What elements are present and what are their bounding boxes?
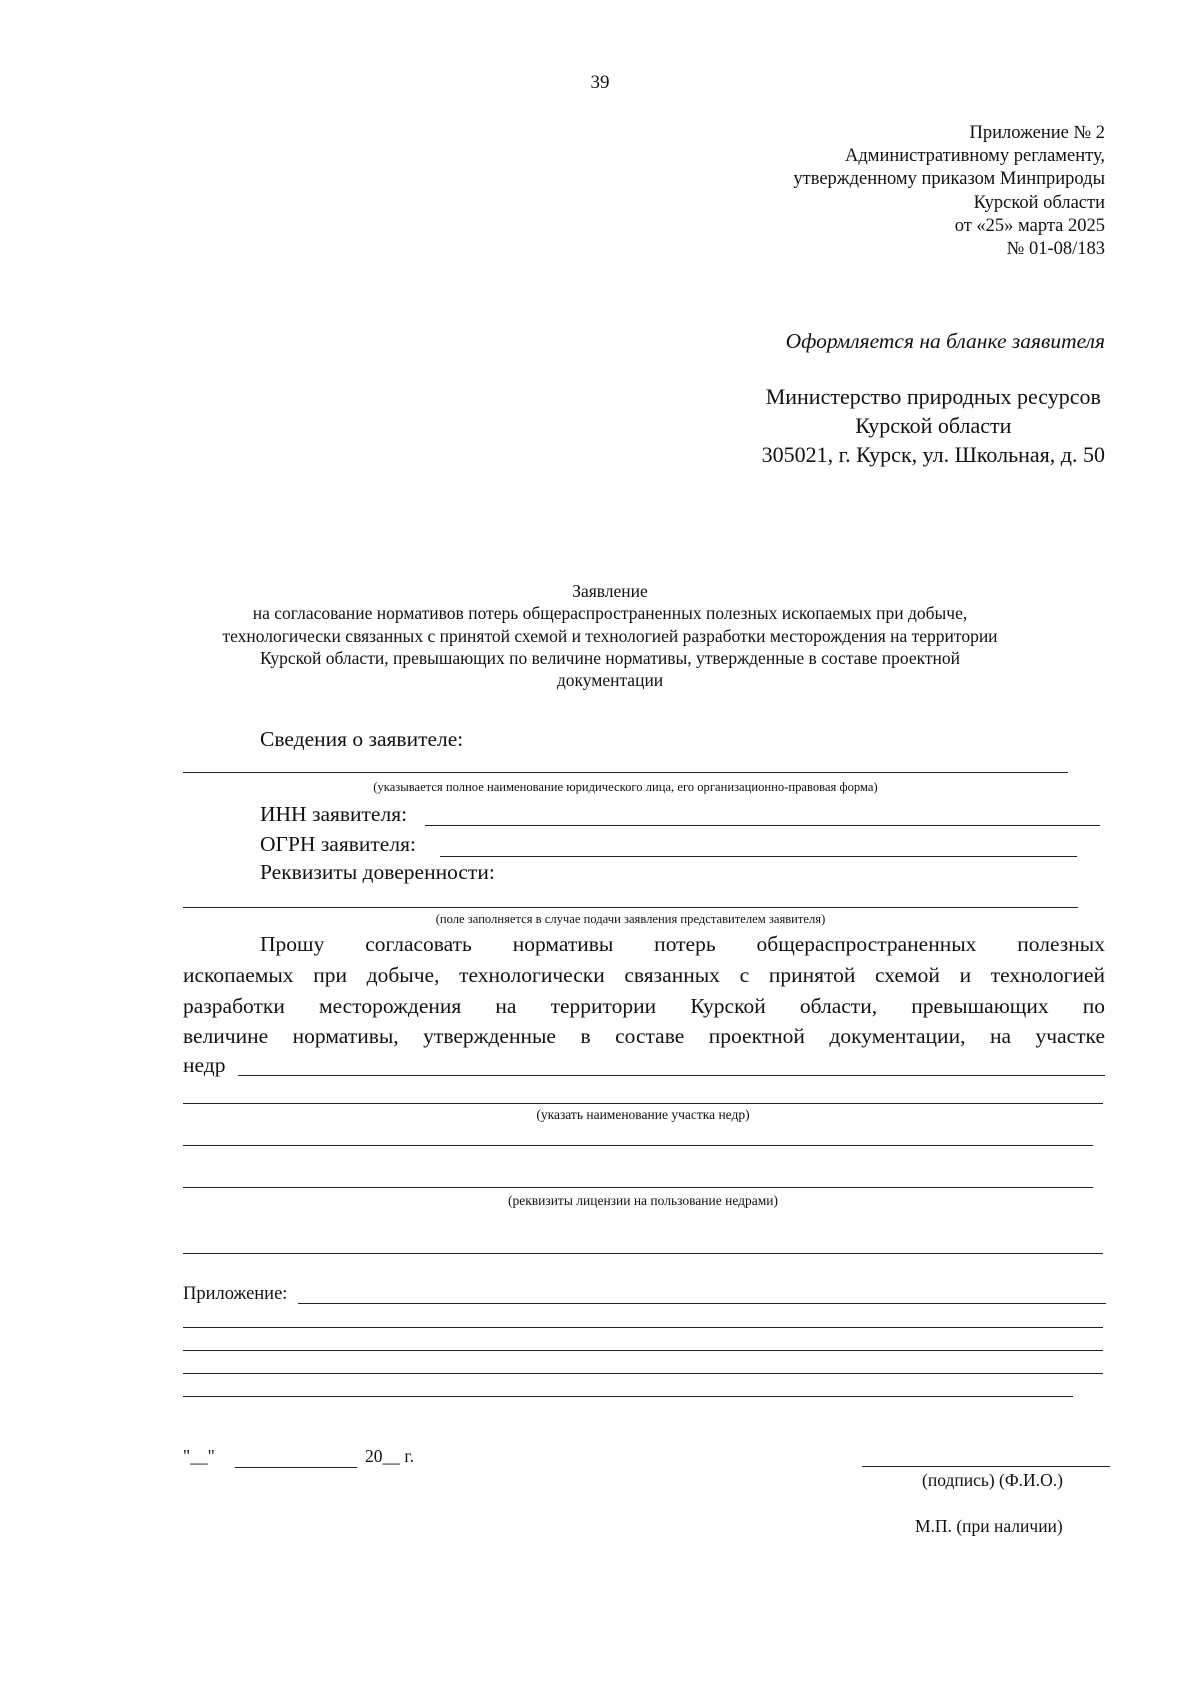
stamp-note: М.П. (при наличии) bbox=[915, 1516, 1063, 1536]
poa-field[interactable] bbox=[183, 907, 1078, 908]
appendix-line: утвержденному приказом Минприроды bbox=[793, 169, 1105, 190]
title-line: Курской области, превышающих по величине нормативы, утвержденные в составе проектной bbox=[259, 647, 960, 668]
inn-label: ИНН заявителя: bbox=[260, 802, 408, 826]
title-line: на согласование нормативов потерь общераспространенных полезных ископаемых при добыче, bbox=[252, 603, 968, 624]
applicant-name-caption: (указывается полное наименование юридического лица, его организационно-правовая форма) bbox=[373, 780, 878, 794]
page-number: 39 bbox=[590, 72, 610, 93]
recipient-line: Министерство природных ресурсов bbox=[765, 384, 1101, 409]
license-field-3[interactable] bbox=[183, 1253, 1103, 1254]
title-line: технологически связанных с принятой схемой и технологией разработки месторождения на территории bbox=[222, 625, 998, 646]
request-last-word: недр bbox=[183, 1053, 226, 1077]
license-field-2[interactable] bbox=[183, 1187, 1093, 1188]
request-line: разработки месторождения на территории Курской области, превышающих по bbox=[183, 994, 1105, 1018]
recipient-line: 305021, г. Курск, ул. Школьная, д. 50 bbox=[761, 442, 1105, 467]
attachment-label: Приложение: bbox=[183, 1284, 288, 1304]
title-line: документации bbox=[556, 670, 664, 691]
date-day: "__" bbox=[183, 1446, 215, 1466]
attachment-field[interactable] bbox=[298, 1303, 1106, 1304]
ogrn-label: ОГРН заявителя: bbox=[260, 832, 416, 856]
applicant-name-field[interactable] bbox=[183, 772, 1068, 773]
appendix-line: Курской области bbox=[973, 192, 1105, 213]
letterhead-note: Оформляется на бланке заявителя bbox=[785, 329, 1105, 353]
site-name-field-2[interactable] bbox=[183, 1103, 1103, 1104]
ogrn-field[interactable] bbox=[440, 856, 1077, 857]
site-name-caption: (указать наименование участка недр) bbox=[536, 1107, 750, 1122]
appendix-line: от «25» марта 2025 bbox=[954, 215, 1105, 236]
poa-label: Реквизиты доверенности: bbox=[260, 860, 495, 884]
appendix-line: Административному регламенту, bbox=[844, 146, 1105, 167]
applicant-section-label: Сведения о заявителе: bbox=[260, 727, 464, 751]
site-name-field[interactable] bbox=[238, 1075, 1105, 1076]
appendix-header bbox=[793, 122, 1105, 261]
license-caption: (реквизиты лицензии на пользование недрами) bbox=[507, 1193, 779, 1208]
attachment-field-4[interactable] bbox=[183, 1373, 1103, 1374]
request-line: величине нормативы, утвержденные в составе проектной документации, на участке bbox=[183, 1024, 1105, 1048]
request-line: ископаемых при добыче, технологически связанных с принятой схемой и технологией bbox=[183, 963, 1105, 987]
request-line: Прошу согласовать нормативы потерь общераспространенных полезных bbox=[260, 932, 1105, 956]
recipient-block bbox=[762, 382, 1105, 469]
license-field[interactable] bbox=[183, 1145, 1093, 1146]
attachment-field-2[interactable] bbox=[183, 1327, 1103, 1328]
attachment-field-3[interactable] bbox=[183, 1350, 1103, 1351]
date-month-field[interactable] bbox=[235, 1467, 357, 1468]
signature-field[interactable] bbox=[862, 1466, 1110, 1467]
appendix-line: Приложение № 2 bbox=[969, 123, 1105, 143]
appendix-line: № 01-08/183 bbox=[1006, 239, 1105, 260]
recipient-line: Курской области bbox=[855, 413, 1012, 438]
attachment-field-5[interactable] bbox=[183, 1396, 1073, 1397]
signature-caption: (подпись) (Ф.И.О.) bbox=[922, 1470, 1063, 1490]
poa-caption: (поле заполняется в случае подачи заявления представителем заявителя) bbox=[435, 912, 826, 926]
title-heading: Заявление bbox=[572, 581, 648, 601]
date-year: 20__ г. bbox=[365, 1446, 414, 1466]
document-title bbox=[150, 580, 1070, 691]
inn-field[interactable] bbox=[425, 825, 1100, 826]
